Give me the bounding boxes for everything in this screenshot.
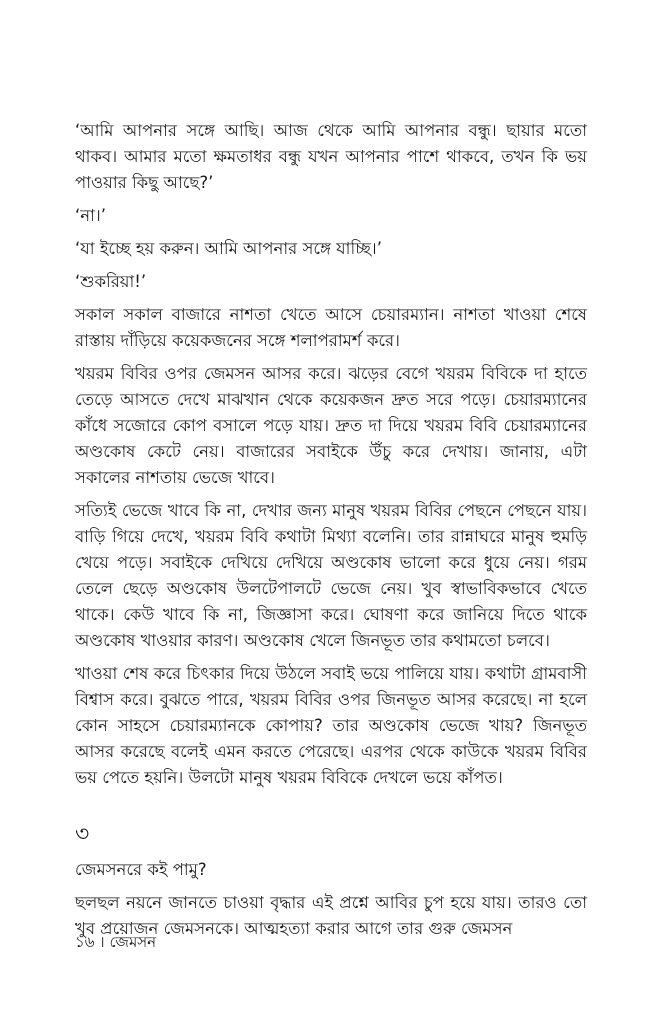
page-body: [75, 118, 587, 949]
body-paragraph: খয়রম বিবির ওপর জেমসন আসর করে। ঝড়ের বেগে খয়রম বিবিকে দা হাতে তেড়ে আসতে দেখে মাঝখান থেকে কয়েকজন দ্রুত সরে পড়ে। চেয়ারম্যানের কাঁধে সজোরে কোপ বসালে পড়ে যায়। দ্রুত দা দিয়ে খয়রম বিবি চেয়ারম্যানের অণ্ডকোষ কেটে নেয়। বাজারের সবাইকে উঁচু করে দেখায়। জানায়, এটা সকালের নাশতায় ভেজে খাবে।: [75, 364, 587, 487]
footer-separator: ।: [99, 933, 105, 951]
dialogue-paragraph: ‘শুকরিয়া!’: [75, 272, 147, 291]
dialogue-paragraph: ‘যা ইচ্ছে হয় করুন। আমি আপনার সঙ্গে যাচ্ছি।’: [75, 239, 382, 258]
body-paragraph: খাওয়া শেষ করে চিৎকার দিয়ে উঠলে সবাই ভয়ে পালিয়ে যায়। কথাটা গ্রামবাসী বিশ্বাস করে। বুঝতে পারে, খয়রম বিবির ওপর জিনভূত আসর করেছে। না হলে কোন সাহসে চেয়ারম্যানকে কোপায়? তার অণ্ডকোষ ভেজে খায়? জিনভূত আসর করেছে বলেই এমন করতে পেরেছে। এরপর থেকে কাউকে খয়রম বিবির ভয় পেতে হয়নি। উলটো মানুষ খয়রম বিবিকে দেখলে ভয়ে কাঁপত।: [75, 664, 587, 787]
page-number: ১৬: [75, 933, 95, 951]
body-paragraph: ছলছল নয়নে জানতে চাওয়া বৃদ্ধার এই প্রশ্নে আবির চুপ হয়ে যায়। তারও তো খুব প্রয়োজন জেমসনকে। আত্মহত্যা করার আগে তার গুরু জেমসন: [75, 893, 587, 938]
running-title: জেমসন: [109, 933, 157, 951]
body-paragraph: সত্যিই ভেজে খাবে কি না, দেখার জন্য মানুষ খয়রম বিবির পেছনে পেছনে যায়। বাড়ি গিয়ে দেখে, খয়রম বিবি কথাটা মিথ্যা বলেনি। তার রান্নাঘরে মানুষ হুমড়ি খেয়ে পড়ে। সবাইকে দেখিয়ে দেখিয়ে অণ্ডকোষ ভালো করে ধুয়ে নেয়। গরম তেলে ছেড়ে অণ্ডকোষ উলটেপালটে ভেজে নেয়। খুব স্বাভাবিকভাবে খেতে থাকে। কেউ খাবে কি না, জিজ্ঞাসা করে। ঘোষণা করে জানিয়ে দিতে থাকে অণ্ডকোষ খাওয়ার কারণ। অণ্ডকোষ খেলে জিনভূত তার কথামতো চলবে।: [75, 501, 588, 650]
dialogue-paragraph: ‘আমি আপনার সঙ্গে আছি। আজ থেকে আমি আপনার বন্ধু। ছায়ার মতো থাকব। আমার মতো ক্ষমতাধর বন্ধু যখন আপনার পাশে থাকবে, তখন কি ভয় পাওয়ার কিছু আছে?’: [75, 121, 587, 192]
chapter-number-heading: ৩: [75, 822, 90, 847]
page-footer: [75, 932, 156, 952]
body-paragraph: সকাল সকাল বাজারে নাশতা খেতে আসে চেয়ারম্যান। নাশতা খাওয়া শেষে রাস্তায় দাঁড়িয়ে কয়েকজনের সঙ্গে শলাপরামর্শ করে।: [75, 305, 587, 350]
dialogue-paragraph: জেমসনরে কই পামু?: [75, 860, 207, 879]
dialogue-paragraph: ‘না।’: [75, 206, 107, 225]
